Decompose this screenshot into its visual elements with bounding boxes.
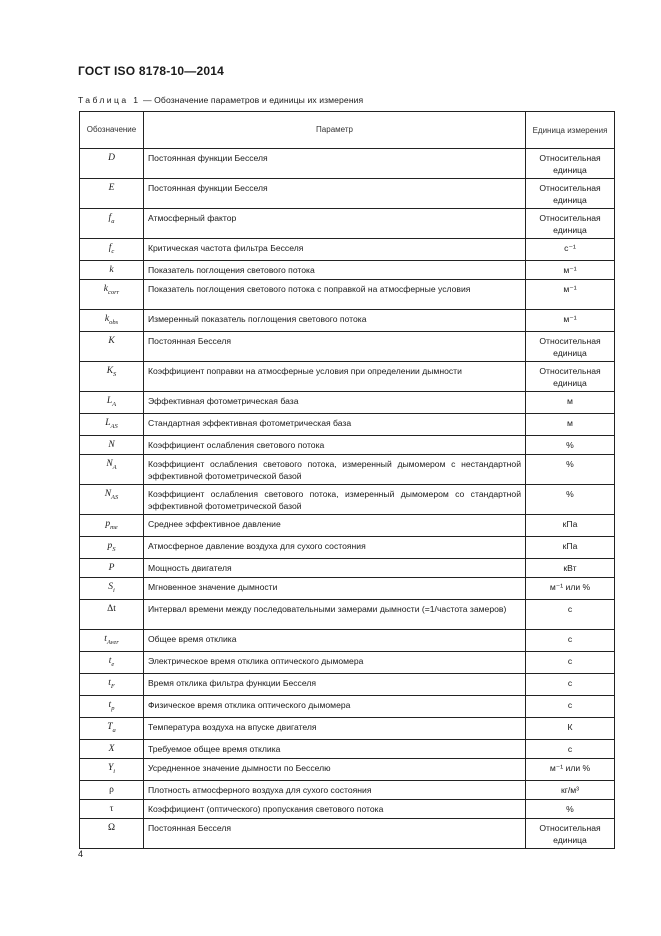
symbol-subscript: i [112,587,115,594]
symbol-main: Ω [107,823,116,833]
symbol-cell [80,800,144,819]
symbol-main: t [104,634,107,644]
parameter-cell: Общее время отклика [144,630,526,652]
symbol-cell [80,239,144,261]
table-row [80,310,615,332]
table-row [80,819,615,849]
symbol-cell [80,718,144,740]
parameter-cell: Мгновенное значение дымности [144,578,526,600]
table-row [80,718,615,740]
symbol-main: k [109,265,114,275]
unit-cell: % [526,800,615,819]
table-row [80,800,615,819]
symbol-subscript: A [112,401,117,408]
symbol-cell [80,781,144,800]
symbol-cell [80,310,144,332]
symbol-subscript: i [113,768,116,775]
symbol-main: p [105,519,111,529]
table-row [80,239,615,261]
unit-cell: м⁻¹ [526,310,615,332]
table-row [80,261,615,280]
parameter-cell: Коэффициент ослабления светового потока, измеренный дымомером с нестандартной эффективной фотометрической базой [144,455,526,485]
table-row [80,179,615,209]
parameter-cell: Показатель поглощения светового потока [144,261,526,280]
symbol-subscript: obs [109,319,119,326]
table-row [80,436,615,455]
table-row [80,455,615,485]
symbol-subscript: AS [111,494,119,501]
symbol-subscript: a [111,218,115,225]
symbol-cell [80,414,144,436]
table-caption [78,95,363,105]
parameter-cell: Физическое время отклика оптического дымомера [144,696,526,718]
parameter-cell: Показатель поглощения светового потока с поправкой на атмосферные условия [144,280,526,310]
symbol-cell [80,630,144,652]
parameter-cell: Постоянная Бесселя [144,819,526,849]
parameter-cell: Усредненное значение дымности по Бесселю [144,759,526,781]
symbol-main: Y [107,763,114,773]
parameter-cell: Эффективная фотометрическая база [144,392,526,414]
symbol-cell [80,332,144,362]
symbol-main: ρ [109,785,114,795]
unit-cell: м [526,414,615,436]
unit-cell: Относительная единица [526,209,615,239]
unit-cell: с [526,696,615,718]
table-row [80,209,615,239]
parameter-cell: Постоянная функции Бесселя [144,149,526,179]
unit-cell: Относительная единица [526,362,615,392]
symbol-subscript: c [111,248,115,255]
symbol-main: X [108,744,115,754]
unit-cell: кВт [526,559,615,578]
unit-cell: Относительная единица [526,179,615,209]
symbol-main: T [107,722,113,732]
symbol-main: D [108,153,115,163]
symbol-cell [80,578,144,600]
table-row [80,740,615,759]
unit-cell: м⁻¹ [526,280,615,310]
parameter-cell: Плотность атмосферного воздуха для сухого состояния [144,781,526,800]
symbol-main: N [104,489,112,499]
symbol-main: K [108,336,115,346]
symbol-cell [80,559,144,578]
unit-cell: кПа [526,537,615,559]
unit-cell: % [526,485,615,515]
symbol-cell [80,759,144,781]
symbol-subscript: a [112,727,116,734]
unit-cell: % [526,436,615,455]
symbol-subscript: S [113,371,117,378]
parameter-cell: Коэффициент (оптического) пропускания светового потока [144,800,526,819]
table-row [80,280,615,310]
unit-cell: кг/м³ [526,781,615,800]
symbol-cell [80,740,144,759]
symbol-main: S [108,582,113,592]
symbol-subscript: AS [110,423,118,430]
symbol-main: P [108,563,115,573]
table-row [80,414,615,436]
unit-cell: м⁻¹ [526,261,615,280]
parameter-cell: Атмосферный фактор [144,209,526,239]
symbol-subscript: corr [108,289,120,296]
header-parameter: Параметр [144,112,526,149]
symbol-main: t [108,678,111,688]
symbol-cell [80,436,144,455]
parameter-cell: Постоянная функции Бесселя [144,179,526,209]
table-row [80,362,615,392]
symbol-cell [80,485,144,515]
table-row [80,578,615,600]
table-row [80,537,615,559]
symbol-subscript: p [111,705,115,712]
parameter-cell: Постоянная Бесселя [144,332,526,362]
symbol-cell [80,362,144,392]
unit-cell: К [526,718,615,740]
table-row [80,485,615,515]
unit-cell: м [526,392,615,414]
symbol-cell [80,652,144,674]
symbol-main: N [108,440,115,450]
unit-cell: с⁻¹ [526,239,615,261]
table-row [80,600,615,630]
symbol-main: f [108,213,112,223]
parameter-cell: Электрическое время отклика оптического дымомера [144,652,526,674]
symbol-cell [80,455,144,485]
unit-cell: Относительная единица [526,149,615,179]
symbol-main: τ [109,804,114,814]
unit-cell: с [526,630,615,652]
table-header-row [80,112,615,149]
symbol-main: f [108,243,112,253]
document-header: ГОСТ ISO 8178-10—2014 [78,64,224,78]
symbol-cell [80,674,144,696]
table-row [80,759,615,781]
symbol-main: E [108,183,115,193]
symbol-subscript: A [112,464,117,471]
symbol-subscript: S [112,546,116,553]
symbol-cell [80,696,144,718]
unit-cell: кПа [526,515,615,537]
symbol-cell [80,392,144,414]
unit-cell: Относительная единица [526,819,615,849]
symbol-subscript: me [110,524,118,531]
symbol-main: p [107,541,113,551]
table-row [80,696,615,718]
parameter-cell: Интервал времени между последовательными замерами дымности (=1/частота замеров) [144,600,526,630]
table-row [80,652,615,674]
parameter-cell: Критическая частота фильтра Бесселя [144,239,526,261]
symbol-main: L [106,396,113,406]
parameter-cell: Коэффициент ослабления светового потока, измеренный дымомером со стандартной эффективной фотометрической базой [144,485,526,515]
symbol-cell [80,179,144,209]
symbol-subscript: e [111,661,115,668]
parameters-table [79,111,615,849]
symbol-main: L [105,418,111,428]
unit-cell: с [526,652,615,674]
symbol-main: k [104,314,110,324]
symbol-main: t [108,700,112,710]
parameter-cell: Атмосферное давление воздуха для сухого состояния [144,537,526,559]
table-row [80,559,615,578]
table-body [80,149,615,849]
table-row [80,149,615,179]
parameter-cell: Требуемое общее время отклика [144,740,526,759]
symbol-main: N [106,459,113,469]
table-row [80,674,615,696]
unit-cell: % [526,455,615,485]
symbol-main: Δt [107,604,116,614]
table-row [80,392,615,414]
symbol-cell [80,149,144,179]
table-row [80,332,615,362]
unit-cell: Относительная единица [526,332,615,362]
parameter-cell: Измеренный показатель поглощения светового потока [144,310,526,332]
unit-cell: с [526,740,615,759]
table-row [80,630,615,652]
unit-cell: с [526,600,615,630]
parameter-cell: Температура воздуха на впуске двигателя [144,718,526,740]
parameter-cell: Среднее эффективное давление [144,515,526,537]
table-caption-prefix: Таблица 1 [78,95,141,105]
table-caption-text: — Обозначение параметров и единицы их измерения [140,95,364,105]
parameter-cell: Стандартная эффективная фотометрическая база [144,414,526,436]
parameter-cell: Мощность двигателя [144,559,526,578]
symbol-cell [80,819,144,849]
parameter-cell: Коэффициент ослабления светового потока [144,436,526,455]
unit-cell: м⁻¹ или % [526,578,615,600]
table-row [80,515,615,537]
parameter-cell: Коэффициент поправки на атмосферные условия при определении дымности [144,362,526,392]
symbol-main: t [108,656,112,666]
symbol-cell [80,280,144,310]
symbol-subscript: Aver [106,639,119,646]
symbol-cell [80,209,144,239]
symbol-cell [80,515,144,537]
header-symbol: Обозначение [80,112,144,149]
symbol-cell [80,600,144,630]
symbol-cell [80,261,144,280]
table-row [80,781,615,800]
parameter-cell: Время отклика фильтра функции Бесселя [144,674,526,696]
header-unit: Единица измерения [526,112,615,149]
unit-cell: м⁻¹ или % [526,759,615,781]
page-number: 4 [78,849,84,859]
symbol-cell [80,537,144,559]
symbol-main: k [103,284,108,294]
unit-cell: с [526,674,615,696]
symbol-main: K [106,366,114,376]
symbol-subscript: F [110,683,115,690]
